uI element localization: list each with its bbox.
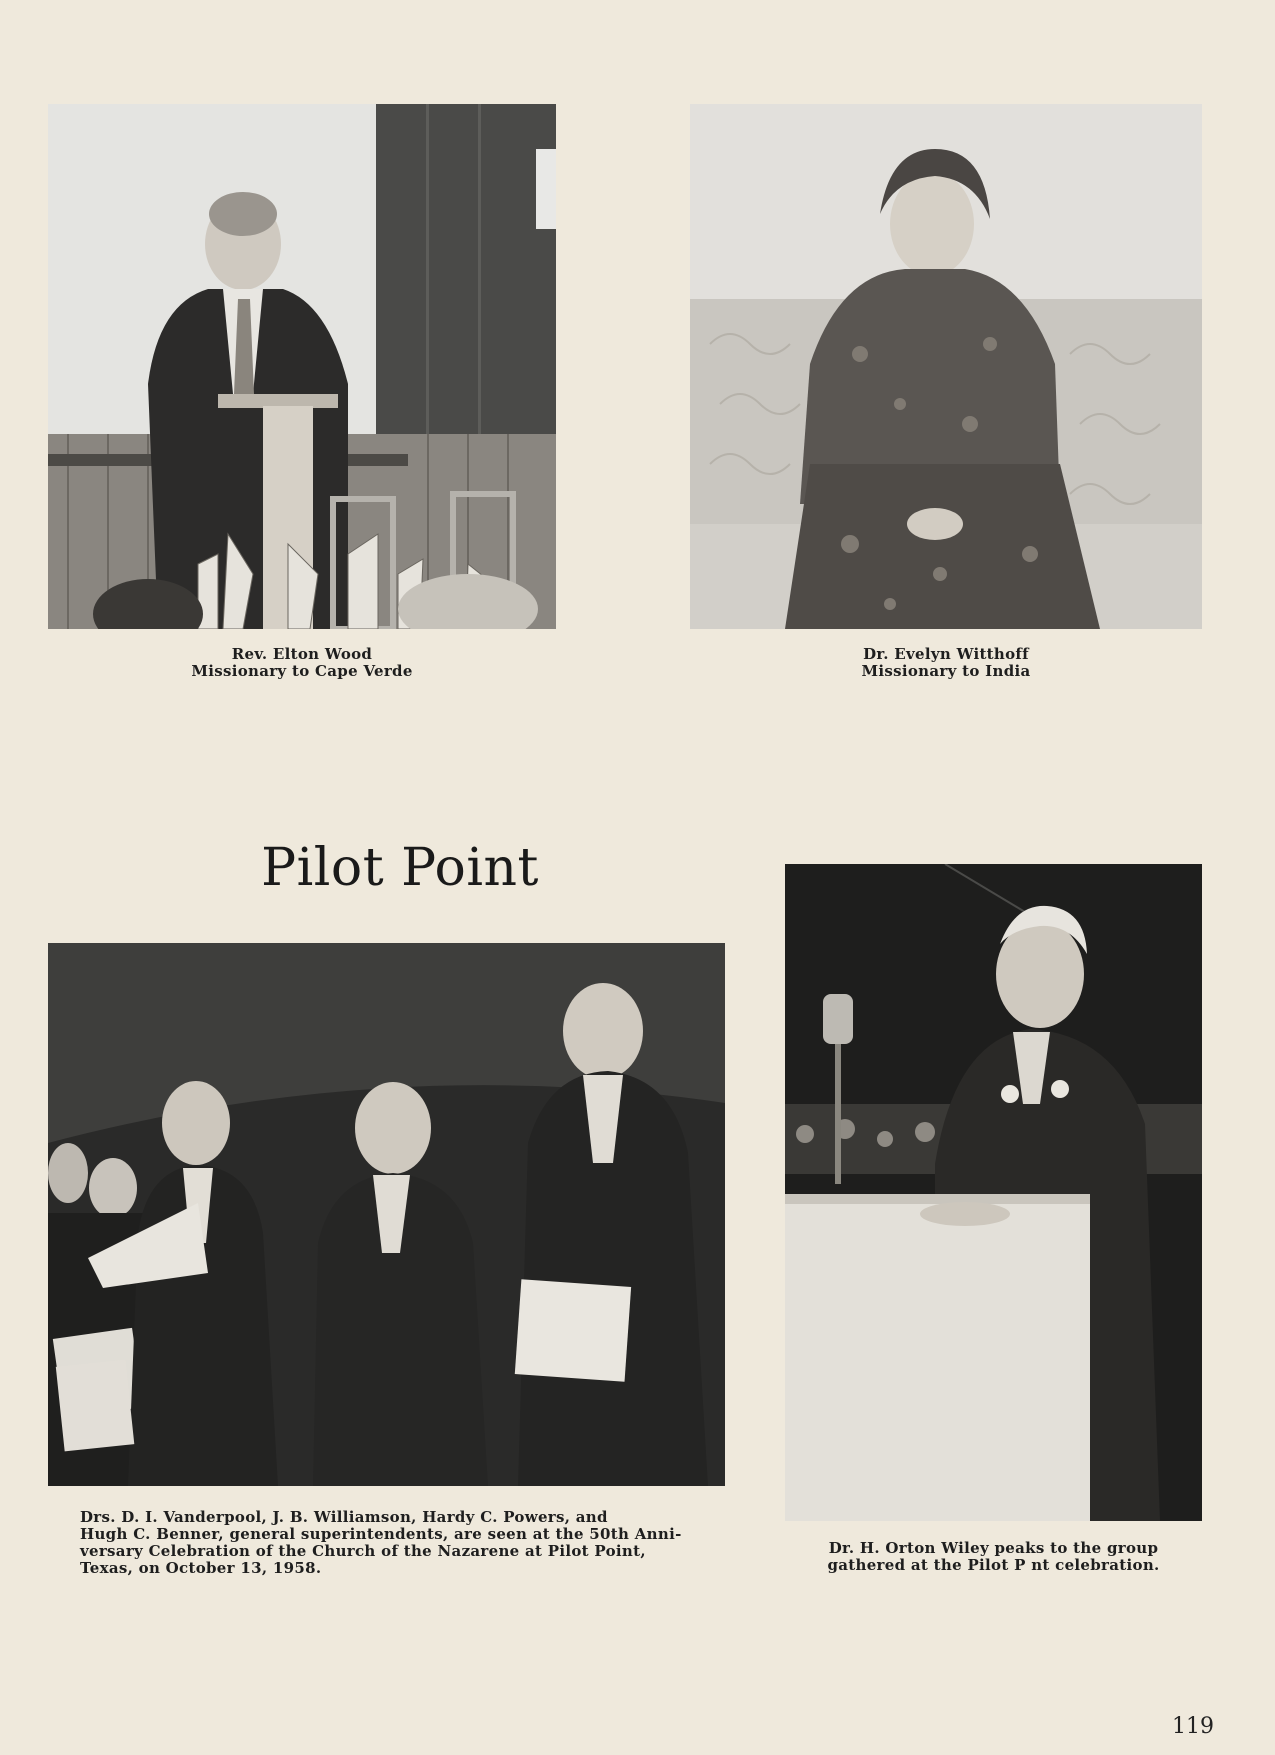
caption-line: Missionary to Cape Verde xyxy=(191,662,413,680)
page-number: 119 xyxy=(1172,1714,1214,1739)
photo-elton-wood xyxy=(48,104,556,629)
caption-elton-wood xyxy=(48,646,556,680)
photo-orton-wiley xyxy=(785,864,1202,1521)
caption-line: Dr. H. Orton Wiley peaks to the group xyxy=(828,1539,1159,1557)
caption-line: Drs. D. I. Vanderpool, J. B. Williamson, Hardy C. Powers, and xyxy=(80,1508,608,1526)
page-heading: Pilot Point xyxy=(261,838,539,898)
photo-evelyn-witthoff xyxy=(690,104,1202,629)
caption-line: Missionary to India xyxy=(861,662,1031,680)
caption-line: Dr. Evelyn Witthoff xyxy=(863,645,1029,663)
caption-line: gathered at the Pilot P nt celebration. xyxy=(827,1556,1160,1574)
caption-orton-wiley xyxy=(785,1540,1202,1574)
caption-line: Rev. Elton Wood xyxy=(231,645,373,663)
caption-line: Texas, on October 13, 1958. xyxy=(80,1559,322,1577)
caption-evelyn-witthoff xyxy=(690,646,1202,680)
caption-general-superintendents xyxy=(80,1509,690,1577)
photo-general-superintendents xyxy=(48,943,725,1486)
caption-line: Hugh C. Benner, general superintendents, are seen at the 50th Anni- xyxy=(80,1525,682,1543)
caption-line: versary Celebration of the Church of the Nazarene at Pilot Point, xyxy=(80,1542,646,1560)
